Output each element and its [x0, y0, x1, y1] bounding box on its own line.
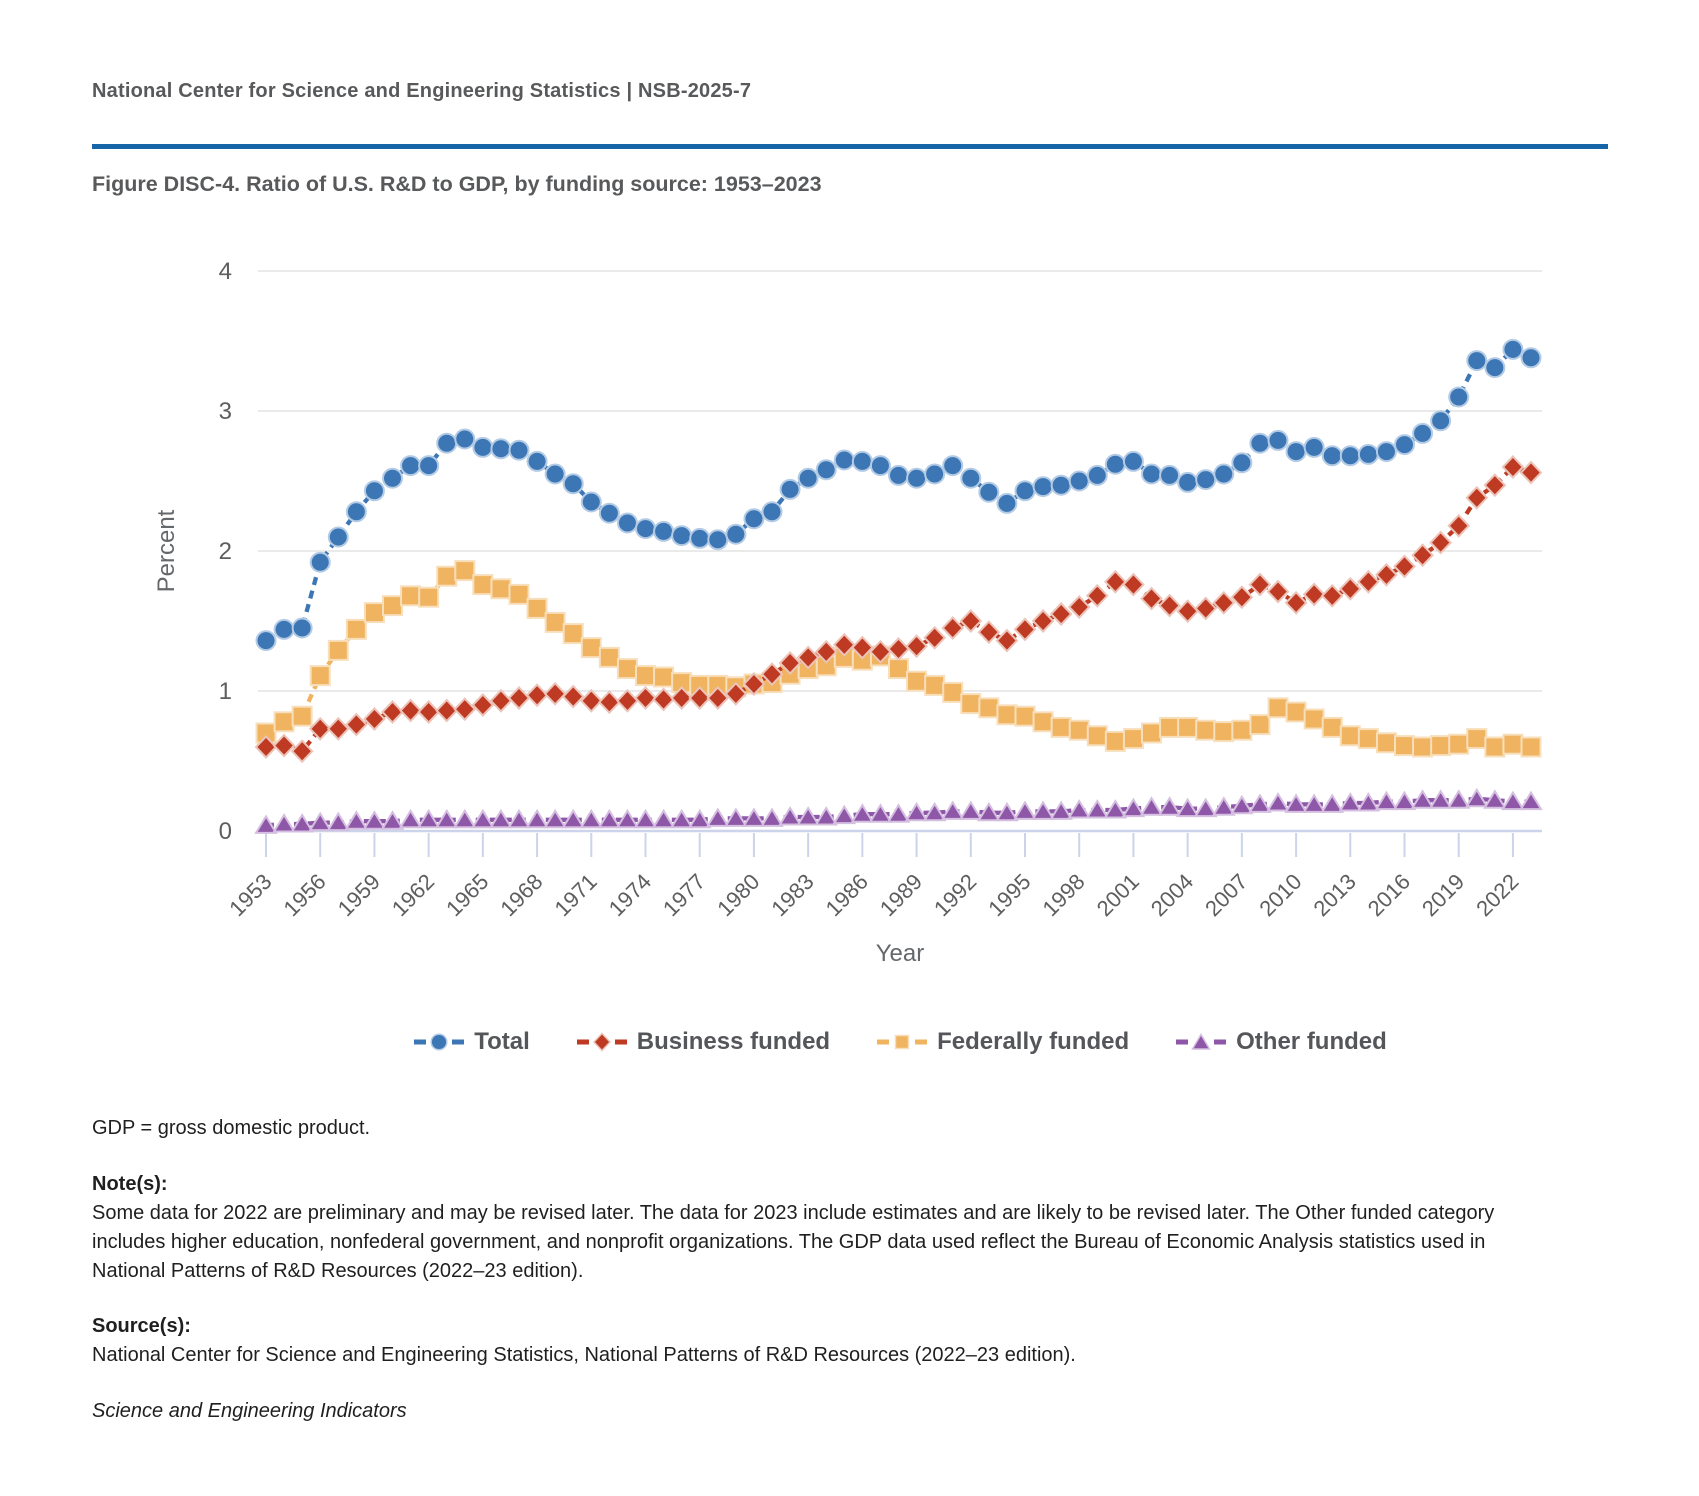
data-point-marker — [509, 811, 529, 828]
data-point-marker — [365, 603, 384, 622]
data-point-marker — [961, 469, 980, 488]
data-point-marker — [1087, 801, 1107, 818]
legend-item-federally-funded[interactable] — [876, 1028, 1129, 1056]
data-point-marker — [1376, 793, 1396, 810]
data-point-marker — [654, 668, 673, 687]
data-point-marker — [618, 514, 637, 533]
data-point-marker — [1015, 619, 1035, 640]
data-point-marker — [473, 695, 493, 716]
y-tick-label: 3 — [218, 398, 232, 425]
data-point-marker — [654, 522, 673, 541]
x-tick-label: 1959 — [332, 868, 385, 922]
x-tick-label: 1962 — [386, 868, 440, 922]
data-point-marker — [1269, 698, 1288, 717]
data-point-marker — [581, 690, 601, 711]
data-point-marker — [726, 525, 745, 544]
data-point-marker — [654, 811, 674, 828]
x-tick-label: 1971 — [549, 868, 602, 922]
data-point-marker — [1160, 595, 1180, 616]
data-point-marker — [654, 689, 674, 710]
data-point-marker — [510, 585, 529, 604]
y-tick-labels — [219, 258, 232, 845]
data-point-marker — [274, 815, 294, 832]
y-tick-label: 0 — [218, 818, 232, 845]
x-tick-labels — [224, 869, 1523, 921]
y-tick-label: 2 — [218, 538, 232, 565]
data-point-marker — [1485, 738, 1504, 757]
data-point-marker — [925, 627, 945, 648]
data-point-marker — [1503, 735, 1522, 754]
data-point-marker — [1358, 571, 1378, 592]
x-tick-label: 2019 — [1416, 868, 1470, 922]
indicators-note: Science and Engineering Indicators — [92, 1400, 407, 1422]
x-tick-label: 1992 — [929, 868, 982, 922]
data-point-marker — [835, 451, 854, 470]
data-point-marker — [1016, 481, 1035, 500]
data-point-marker — [437, 567, 456, 586]
data-point-marker — [943, 618, 963, 639]
x-tick-label: 1980 — [712, 868, 765, 922]
data-point-marker — [328, 814, 348, 831]
y-tick-label: 1 — [218, 678, 232, 705]
data-point-marker — [582, 638, 601, 657]
data-point-marker — [1178, 473, 1197, 492]
notes-text: Some data for 2022 are preliminary and may be revised later. The data for 2023 include estimates and are likely to be revised later. The Other funded category includes higher education, nonfederal government, and nonprofit organizations. The GDP data used reflect the Bureau of Economic Analysis statistics used in National Patterns of R&D Resources (2022–23 edition). — [92, 1202, 1495, 1282]
data-point-marker — [979, 483, 998, 502]
data-point-marker — [311, 553, 330, 572]
data-point-marker — [1142, 588, 1162, 609]
data-point-marker — [1449, 388, 1468, 407]
notes-label: Note(s): — [92, 1173, 168, 1195]
business-series-marker-icon — [576, 1031, 628, 1053]
legend-item-business-funded[interactable] — [576, 1028, 830, 1056]
data-point-marker — [364, 709, 384, 730]
data-point-marker — [347, 502, 366, 521]
data-point-marker — [1250, 715, 1269, 734]
data-point-marker — [799, 469, 818, 488]
data-point-marker — [1376, 564, 1396, 585]
legend-label-federally-funded: Federally funded — [937, 1028, 1130, 1055]
total-series-marker-icon — [413, 1031, 465, 1053]
data-point-marker — [545, 683, 565, 704]
data-point-marker — [1269, 431, 1288, 450]
data-point-marker — [1105, 571, 1125, 592]
data-point-marker — [437, 700, 457, 721]
data-point-marker — [817, 460, 836, 479]
x-tick-label: 1983 — [766, 868, 819, 922]
data-point-marker — [293, 707, 312, 726]
data-point-marker — [383, 596, 402, 615]
data-point-marker — [889, 639, 909, 660]
data-point-marker — [1214, 722, 1233, 741]
x-tick-label: 1998 — [1037, 868, 1090, 922]
data-point-marker — [491, 690, 511, 711]
data-point-marker — [1196, 598, 1216, 619]
x-tick-label: 2004 — [1145, 868, 1199, 922]
data-point-marker — [1431, 411, 1450, 430]
report-header: National Center for Science and Engineering Statistics | NSB-2025-7 — [92, 80, 752, 102]
data-point-marker — [1033, 611, 1053, 632]
data-point-marker — [617, 690, 637, 711]
data-point-marker — [401, 456, 420, 475]
data-point-marker — [437, 434, 456, 453]
sources-text: National Center for Science and Engineering Statistics, National Patterns of R&D Resources (2022–23 edition). — [92, 1344, 1076, 1366]
data-point-marker — [564, 474, 583, 493]
data-point-marker — [1034, 477, 1053, 496]
data-point-marker — [1196, 721, 1215, 740]
data-point-marker — [1395, 556, 1415, 577]
data-point-marker — [1160, 466, 1179, 485]
data-point-marker — [871, 456, 890, 475]
data-point-marker — [563, 686, 583, 707]
data-point-marker — [491, 439, 510, 458]
x-tick-label: 1968 — [495, 868, 548, 922]
data-point-marker — [455, 561, 474, 580]
data-point-marker — [1521, 462, 1541, 483]
data-point-marker — [1087, 585, 1107, 606]
x-tick-label: 1995 — [983, 868, 1036, 922]
chart-legend — [258, 1018, 1542, 1066]
data-point-marker — [1377, 733, 1396, 752]
data-point-marker — [455, 430, 474, 449]
sources-label: Source(s): — [92, 1315, 191, 1337]
data-point-marker — [383, 702, 403, 723]
data-point-marker — [401, 586, 420, 605]
data-point-marker — [1395, 793, 1415, 810]
data-point-marker — [1340, 578, 1360, 599]
data-point-marker — [1123, 574, 1143, 595]
data-point-marker — [979, 698, 998, 717]
data-point-marker — [581, 811, 601, 828]
data-point-marker — [1449, 791, 1469, 808]
data-point-marker — [311, 666, 330, 685]
data-point-marker — [1178, 718, 1197, 737]
data-point-marker — [1196, 470, 1215, 489]
data-point-marker — [527, 811, 547, 828]
data-point-marker — [1503, 793, 1523, 810]
data-point-marker — [1395, 435, 1414, 454]
data-point-marker — [979, 622, 999, 643]
data-point-marker — [275, 712, 294, 731]
data-point-marker — [274, 735, 294, 756]
data-point-marker — [528, 599, 547, 618]
data-point-marker — [401, 700, 421, 721]
data-point-marker — [1359, 729, 1378, 748]
rd-gdp-line-chart[interactable] — [0, 220, 1699, 1000]
data-point-marker — [1521, 793, 1541, 810]
data-point-marker — [636, 666, 655, 685]
data-point-marker — [1268, 581, 1288, 602]
data-point-marker — [1160, 718, 1179, 737]
data-point-marker — [528, 452, 547, 471]
data-point-marker — [600, 504, 619, 523]
data-point-marker — [455, 811, 475, 828]
x-tick-label: 1953 — [224, 868, 277, 922]
data-point-marker — [1286, 592, 1306, 613]
data-point-marker — [636, 519, 655, 538]
y-axis-title: Percent — [153, 509, 180, 593]
data-point-marker — [1142, 465, 1161, 484]
x-tick-label: 2010 — [1254, 868, 1307, 922]
data-point-marker — [708, 809, 728, 826]
series-total[interactable] — [257, 340, 1541, 650]
data-point-marker — [329, 528, 348, 547]
gdp-abbreviation-note: GDP = gross domestic product. — [92, 1117, 371, 1139]
data-point-marker — [889, 659, 908, 678]
x-tick-label: 2013 — [1308, 868, 1361, 922]
legend-item-other-funded[interactable] — [1175, 1028, 1387, 1056]
data-point-marker — [1341, 446, 1360, 465]
data-point-marker — [329, 641, 348, 660]
data-point-marker — [763, 502, 782, 521]
data-point-marker — [961, 694, 980, 713]
data-point-marker — [1178, 601, 1198, 622]
legend-label-total: Total — [474, 1028, 530, 1055]
data-point-marker — [527, 685, 547, 706]
x-tick-label: 1989 — [874, 868, 928, 922]
data-point-marker — [419, 702, 439, 723]
data-point-marker — [564, 624, 583, 643]
data-point-marker — [925, 676, 944, 695]
data-point-marker — [1016, 707, 1035, 726]
data-point-marker — [834, 807, 854, 824]
data-point-marker — [473, 438, 492, 457]
data-point-marker — [997, 630, 1017, 651]
data-point-marker — [1106, 455, 1125, 474]
data-point-marker — [708, 530, 727, 549]
data-point-marker — [1070, 721, 1089, 740]
data-point-marker — [1359, 445, 1378, 464]
data-point-marker — [1467, 351, 1486, 370]
x-axis — [258, 831, 1542, 857]
data-point-marker — [599, 692, 619, 713]
data-point-marker — [997, 705, 1016, 724]
data-point-marker — [1341, 726, 1360, 745]
x-axis-title: Year — [875, 940, 925, 967]
data-point-marker — [510, 441, 529, 460]
data-point-marker — [546, 465, 565, 484]
data-point-marker — [1503, 340, 1522, 359]
data-point-marker — [1051, 604, 1071, 625]
data-point-marker — [618, 659, 637, 678]
data-point-marker — [1124, 452, 1143, 471]
figure-footer — [92, 1114, 1564, 1426]
data-point-marker — [419, 456, 438, 475]
accent-rule — [92, 144, 1608, 149]
data-point-marker — [1214, 465, 1233, 484]
data-point-marker — [1322, 795, 1342, 812]
data-point-marker — [275, 620, 294, 639]
x-tick-label: 1974 — [603, 868, 657, 922]
data-point-marker — [1467, 729, 1486, 748]
data-point-marker — [600, 648, 619, 667]
x-tick-label: 1977 — [657, 868, 711, 922]
series-business-funded[interactable] — [256, 457, 1541, 762]
data-point-marker — [1287, 442, 1306, 461]
data-point-marker — [925, 465, 944, 484]
data-point-marker — [346, 812, 366, 829]
data-point-marker — [907, 636, 927, 657]
legend-item-total[interactable] — [413, 1028, 530, 1056]
data-point-marker — [1106, 732, 1125, 751]
data-point-marker — [347, 620, 366, 639]
data-point-marker — [943, 683, 962, 702]
data-point-marker — [383, 469, 402, 488]
data-point-marker — [1305, 710, 1324, 729]
data-point-marker — [1088, 726, 1107, 745]
data-point-marker — [1377, 442, 1396, 461]
data-point-marker — [1323, 718, 1342, 737]
data-point-marker — [1069, 801, 1089, 818]
data-point-marker — [473, 575, 492, 594]
federal-series-marker-icon — [876, 1031, 928, 1053]
data-point-marker — [1034, 712, 1053, 731]
data-point-marker — [762, 809, 782, 826]
data-point-marker — [582, 493, 601, 512]
y-tick-label: 4 — [218, 258, 232, 285]
data-point-marker — [365, 481, 384, 500]
data-point-marker — [780, 808, 800, 825]
data-point-marker — [1449, 735, 1468, 754]
data-point-marker — [961, 611, 981, 632]
data-point-marker — [672, 526, 691, 545]
data-point-marker — [744, 509, 763, 528]
data-point-marker — [1522, 738, 1541, 757]
data-point-marker — [1322, 585, 1342, 606]
data-point-marker — [257, 631, 276, 650]
data-point-marker — [907, 469, 926, 488]
data-point-marker — [1088, 466, 1107, 485]
data-point-marker — [781, 480, 800, 499]
data-point-marker — [1142, 724, 1161, 743]
figure-title: Figure DISC-4. Ratio of U.S. R&D to GDP, by funding source: 1953–2023 — [92, 172, 822, 196]
other-series-marker-icon — [1175, 1031, 1227, 1053]
data-point-marker — [546, 613, 565, 632]
data-point-marker — [1287, 703, 1306, 722]
data-point-marker — [455, 699, 475, 720]
data-point-marker — [1250, 434, 1269, 453]
data-point-marker — [853, 452, 872, 471]
data-point-marker — [1304, 584, 1324, 605]
legend-label-business-funded: Business funded — [636, 1028, 831, 1055]
x-tick-label: 2007 — [1200, 868, 1253, 922]
data-point-marker — [1052, 718, 1071, 737]
data-point-marker — [1305, 438, 1324, 457]
data-point-marker — [1142, 798, 1162, 815]
data-point-marker — [1196, 800, 1216, 817]
data-point-marker — [1522, 348, 1541, 367]
x-tick-label: 2016 — [1362, 868, 1416, 922]
data-point-marker — [1052, 476, 1071, 495]
x-tick-label: 1956 — [278, 868, 331, 922]
x-tick-label: 1986 — [820, 868, 873, 922]
data-point-marker — [1413, 424, 1432, 443]
data-point-marker — [1214, 798, 1234, 815]
data-point-marker — [690, 529, 709, 548]
data-point-marker — [491, 579, 510, 598]
data-point-marker — [889, 466, 908, 485]
data-point-marker — [943, 802, 963, 819]
legend-label-other-funded: Other funded — [1236, 1028, 1387, 1055]
data-point-marker — [997, 494, 1016, 513]
data-point-marker — [1413, 738, 1432, 757]
data-point-marker — [961, 802, 981, 819]
data-point-marker — [346, 714, 366, 735]
x-tick-label: 1965 — [441, 868, 494, 922]
data-point-marker — [328, 718, 348, 739]
x-tick-label: 2001 — [1091, 868, 1144, 922]
data-point-marker — [1214, 592, 1234, 613]
data-point-marker — [1323, 446, 1342, 465]
data-point-marker — [1015, 802, 1035, 819]
x-tick-label: 2022 — [1471, 868, 1524, 922]
series-other-funded[interactable] — [256, 790, 1541, 833]
data-point-marker — [401, 811, 421, 828]
data-point-marker — [293, 619, 312, 638]
data-point-marker — [1124, 729, 1143, 748]
data-point-marker — [636, 811, 656, 828]
data-point-marker — [1070, 472, 1089, 491]
data-point-marker — [1232, 721, 1251, 740]
data-point-marker — [1268, 794, 1288, 811]
data-point-marker — [1232, 453, 1251, 472]
data-point-marker — [907, 672, 926, 691]
data-point-marker — [889, 805, 909, 822]
data-point-marker — [943, 456, 962, 475]
data-point-marker — [1069, 597, 1089, 618]
data-point-marker — [419, 588, 438, 607]
data-point-marker — [1431, 736, 1450, 755]
data-point-marker — [1395, 736, 1414, 755]
data-point-marker — [1485, 358, 1504, 377]
